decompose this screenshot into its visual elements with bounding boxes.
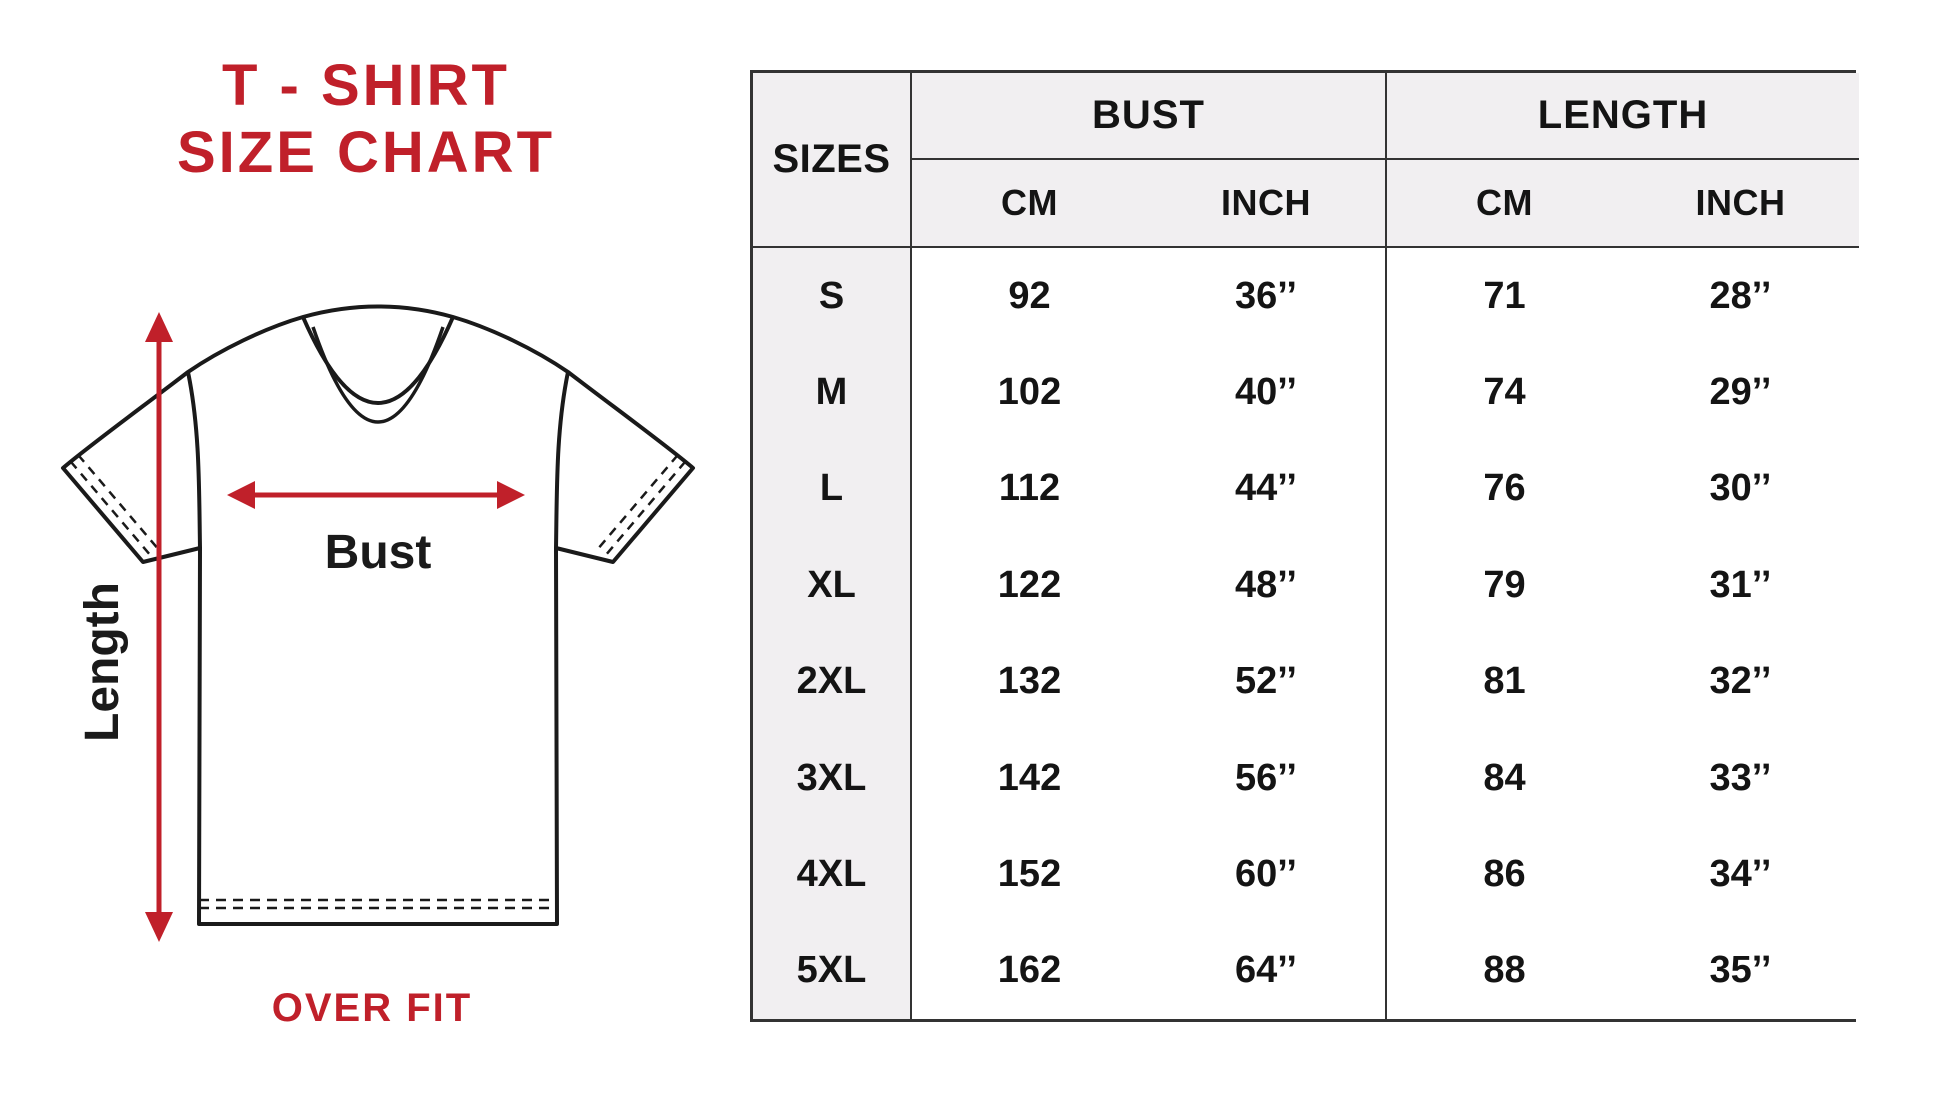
size-label-4xl: 4XL: [753, 826, 910, 922]
size-table: [750, 70, 1856, 1022]
page-title-line2: SIZE CHART: [177, 120, 555, 186]
bust-inch-m: 40’’: [1147, 344, 1385, 440]
bust-inch-3xl: 56’’: [1147, 730, 1385, 826]
length-cm-5xl: 88: [1385, 923, 1622, 1019]
length-arrowhead-bottom: [145, 912, 173, 942]
bust-cm-3xl: 142: [910, 730, 1147, 826]
bust-cm-header: CM: [910, 160, 1147, 248]
length-inch-4xl: 34’’: [1622, 826, 1859, 922]
bust-cm-xl: 122: [910, 537, 1147, 633]
length-inch-s: 28’’: [1622, 248, 1859, 344]
page-title: [36, 52, 696, 187]
bust-inch-4xl: 60’’: [1147, 826, 1385, 922]
page-title-line1: T - SHIRT: [222, 53, 510, 118]
length-inch-m: 29’’: [1622, 344, 1859, 440]
length-label: Length: [76, 582, 129, 742]
bust-inch-header: INCH: [1147, 160, 1385, 248]
size-label-s: S: [753, 248, 910, 344]
length-inch-l: 30’’: [1622, 441, 1859, 537]
bust-cm-2xl: 132: [910, 634, 1147, 730]
bust-cm-s: 92: [910, 248, 1147, 344]
length-cm-s: 71: [1385, 248, 1622, 344]
length-inch-5xl: 35’’: [1622, 923, 1859, 1019]
fit-label: OVER FIT: [271, 986, 473, 1030]
length-cm-xl: 79: [1385, 537, 1622, 633]
length-inch-2xl: 32’’: [1622, 634, 1859, 730]
size-label-l: L: [753, 441, 910, 537]
length-cm-m: 74: [1385, 344, 1622, 440]
bust-label: Bust: [324, 526, 432, 579]
size-label-3xl: 3XL: [753, 730, 910, 826]
length-cm-2xl: 81: [1385, 634, 1622, 730]
length-inch-header: INCH: [1622, 160, 1859, 248]
length-cm-4xl: 86: [1385, 826, 1622, 922]
bust-inch-l: 44’’: [1147, 441, 1385, 537]
bust-group-header: BUST: [910, 73, 1385, 160]
tshirt-diagram: [50, 300, 770, 950]
length-group-header: LENGTH: [1385, 73, 1859, 160]
sizes-header-cell: SIZES: [753, 73, 910, 248]
bust-cm-4xl: 152: [910, 826, 1147, 922]
bust-cm-l: 112: [910, 441, 1147, 537]
size-label-2xl: 2XL: [753, 634, 910, 730]
length-inch-xl: 31’’: [1622, 537, 1859, 633]
bust-inch-s: 36’’: [1147, 248, 1385, 344]
bust-cm-5xl: 162: [910, 923, 1147, 1019]
length-inch-3xl: 33’’: [1622, 730, 1859, 826]
length-cm-3xl: 84: [1385, 730, 1622, 826]
size-label-5xl: 5XL: [753, 923, 910, 1019]
length-cm-header: CM: [1385, 160, 1622, 248]
length-arrowhead-top: [145, 312, 173, 342]
bust-inch-5xl: 64’’: [1147, 923, 1385, 1019]
length-cm-l: 76: [1385, 441, 1622, 537]
bust-cm-m: 102: [910, 344, 1147, 440]
bust-inch-xl: 48’’: [1147, 537, 1385, 633]
bust-inch-2xl: 52’’: [1147, 634, 1385, 730]
size-label-xl: XL: [753, 537, 910, 633]
size-label-m: M: [753, 344, 910, 440]
